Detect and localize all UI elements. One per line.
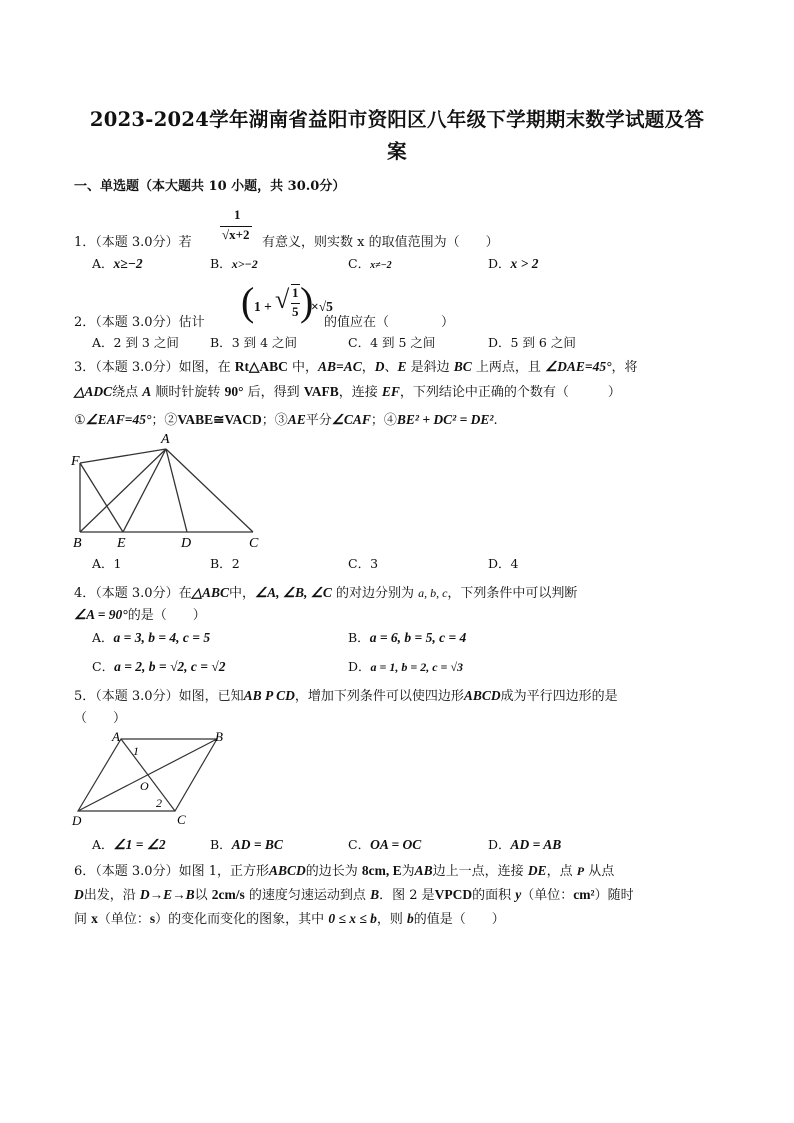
q1-option-a[interactable] bbox=[92, 254, 143, 272]
option-letter: C． bbox=[348, 556, 371, 571]
label-angle-2: 2 bbox=[156, 796, 162, 810]
label-e: E bbox=[117, 536, 126, 550]
q1-stem-a: 1．（本题 3.0分）若 bbox=[74, 235, 192, 250]
option-text: 4 bbox=[510, 556, 519, 571]
q4-option-c[interactable] bbox=[92, 657, 225, 675]
option-text: x≠−2 bbox=[370, 260, 392, 271]
label-c: C bbox=[249, 536, 259, 550]
q3-option-c[interactable] bbox=[348, 554, 378, 572]
q2-stem-b: 的值应在（ ） bbox=[324, 315, 455, 330]
title-line-2: 案 bbox=[387, 140, 407, 163]
option-letter: C． bbox=[92, 659, 115, 674]
label-d: D bbox=[181, 536, 192, 550]
label-o: O bbox=[140, 779, 149, 793]
q5-option-b[interactable] bbox=[210, 835, 283, 853]
option-text: a = 6, b = 5, c = 4 bbox=[369, 630, 467, 645]
q2-expr-a: 1 + bbox=[254, 299, 272, 314]
q2-expr-b: ×√5 bbox=[311, 299, 333, 314]
option-letter: A． bbox=[92, 630, 114, 645]
label-c: C bbox=[177, 812, 186, 827]
q1-option-b[interactable] bbox=[210, 254, 258, 272]
q2-paren-right: ) bbox=[300, 279, 314, 324]
q2-option-a[interactable] bbox=[92, 333, 179, 351]
section-heading: 一、单选题（本大题共 10 小题，共 30.0分） bbox=[74, 179, 346, 194]
q2-sqrt-sign: √ bbox=[275, 285, 290, 314]
label-f: F bbox=[71, 454, 80, 469]
option-text: ∠1 = ∠2 bbox=[113, 837, 166, 852]
q2-stem-a: 2．（本题 3.0分）估计 bbox=[74, 315, 205, 330]
option-letter: C． bbox=[348, 256, 371, 271]
label-d: D bbox=[72, 813, 82, 828]
q3-line-1: 3．（本题 3.0分）如图，在 Rt△ABC 中，AB=AC，D、E 是斜边 BC 上两点，且 ∠DAE=45°，将 bbox=[74, 359, 638, 375]
q2-option-c[interactable] bbox=[348, 333, 435, 351]
q4-line-1: 4．（本题 3.0分）在△ABC中，∠A, ∠B, ∠C 的对边分别为 a, b, c，下列条件中可以判断 bbox=[74, 585, 578, 601]
q2-option-b[interactable] bbox=[210, 333, 297, 351]
label-b: B bbox=[73, 536, 82, 550]
option-letter: C． bbox=[348, 335, 371, 350]
label-a: A bbox=[112, 729, 120, 744]
q4-option-a[interactable] bbox=[92, 628, 210, 646]
q2-frac-den: 5 bbox=[292, 304, 299, 319]
q5-parallelogram-figure bbox=[66, 726, 246, 828]
q5-line-2: （ ） bbox=[74, 711, 127, 726]
option-letter: B． bbox=[210, 837, 232, 852]
label-a: A bbox=[161, 432, 170, 447]
q3-line-2: △ADC绕点 A 顺时针旋转 90° 后，得到 VAFB，连接 EF，下列结论中正确的个数有（ ） bbox=[74, 384, 621, 400]
q3-option-a[interactable] bbox=[92, 554, 121, 572]
q1-stem-b: 有意义，则实数 x 的取值范围为（ ） bbox=[262, 235, 499, 250]
q3-line-3: ①∠EAF=45°；②VABE≅VACD；③AE平分∠CAF；④BE² + DC² = DE². bbox=[74, 412, 498, 428]
page-title bbox=[60, 104, 734, 168]
option-text: 2 到 3 之间 bbox=[113, 335, 179, 350]
option-letter: B． bbox=[210, 256, 232, 271]
q2-paren-left: ( bbox=[241, 279, 255, 324]
q1-option-d[interactable] bbox=[488, 254, 538, 272]
q1-frac-num: 1 bbox=[234, 207, 241, 222]
option-letter: C． bbox=[348, 837, 371, 852]
option-letter: D． bbox=[488, 256, 511, 271]
title-line-1: 2023-2024学年湖南省益阳市资阳区八年级下学期期末数学试题及答 bbox=[89, 108, 705, 131]
q3-option-d[interactable] bbox=[488, 554, 518, 572]
option-letter: A． bbox=[92, 256, 114, 271]
label-b: B bbox=[215, 729, 223, 744]
q1-frac-den: √x+2 bbox=[222, 227, 250, 242]
label-angle-1: 1 bbox=[133, 744, 139, 758]
segment-ad bbox=[166, 449, 187, 532]
option-letter: A． bbox=[92, 837, 114, 852]
q5-line-1: 5．（本题 3.0分）如图，已知AB P CD，增加下列条件可以使四边形ABCD成为平行四边形的是 bbox=[74, 688, 618, 704]
q4-line-2: ∠A = 90°的是（ ） bbox=[74, 607, 206, 623]
option-letter: D． bbox=[488, 556, 511, 571]
option-text: 1 bbox=[113, 556, 122, 571]
q6-line-2: D出发，沿 D→E→B以 2cm/s 的速度匀速运动到点 B．图 2 是VPCD的面积 y（单位：cm²）随时 bbox=[74, 887, 634, 903]
q2-frac-num: 1 bbox=[292, 285, 299, 300]
option-text: x≥−2 bbox=[113, 256, 143, 271]
option-text: a = 1, b = 2, c = √3 bbox=[370, 660, 463, 674]
option-letter: D． bbox=[348, 659, 371, 674]
option-letter: B． bbox=[210, 335, 232, 350]
option-text: 5 到 6 之间 bbox=[510, 335, 576, 350]
option-letter: B． bbox=[210, 556, 232, 571]
option-text: 3 到 4 之间 bbox=[231, 335, 298, 350]
q5-option-c[interactable] bbox=[348, 835, 421, 853]
option-text: 4 到 5 之间 bbox=[370, 335, 436, 350]
option-letter: D． bbox=[488, 335, 511, 350]
q6-line-3: 间 x（单位：s）的变化而变化的图象，其中 0 ≤ x ≤ b，则 b的值是（ ） bbox=[74, 911, 505, 927]
segment-ae bbox=[123, 449, 166, 532]
q3-option-b[interactable] bbox=[210, 554, 240, 572]
q2-option-d[interactable] bbox=[488, 333, 576, 351]
q4-option-d[interactable] bbox=[348, 657, 463, 675]
option-letter: A． bbox=[92, 335, 114, 350]
option-text: x>−2 bbox=[231, 257, 258, 271]
option-text: AD = BC bbox=[231, 837, 283, 852]
option-text: 2 bbox=[231, 556, 240, 571]
option-letter: A． bbox=[92, 556, 114, 571]
option-text: 3 bbox=[370, 556, 379, 571]
q5-option-a[interactable] bbox=[92, 835, 166, 853]
option-letter: B． bbox=[348, 630, 370, 645]
q1-option-c[interactable] bbox=[348, 254, 392, 272]
segment-ac bbox=[166, 449, 253, 532]
q4-option-b[interactable] bbox=[348, 628, 466, 646]
q6-line-1: 6．（本题 3.0分）如图 1，正方形ABCD的边长为 8cm, E为AB边上一点，连接 DE，点 P 从点 bbox=[74, 863, 615, 879]
q3-triangle-figure bbox=[66, 428, 276, 550]
option-text: OA = OC bbox=[370, 837, 422, 852]
option-text: a = 3, b = 4, c = 5 bbox=[113, 630, 211, 645]
q5-option-d[interactable] bbox=[488, 835, 561, 853]
option-text: AD = AB bbox=[510, 837, 562, 852]
option-text: a = 2, b = √2, c = √2 bbox=[114, 659, 226, 674]
option-letter: D． bbox=[488, 837, 511, 852]
option-text: x > 2 bbox=[510, 256, 539, 271]
